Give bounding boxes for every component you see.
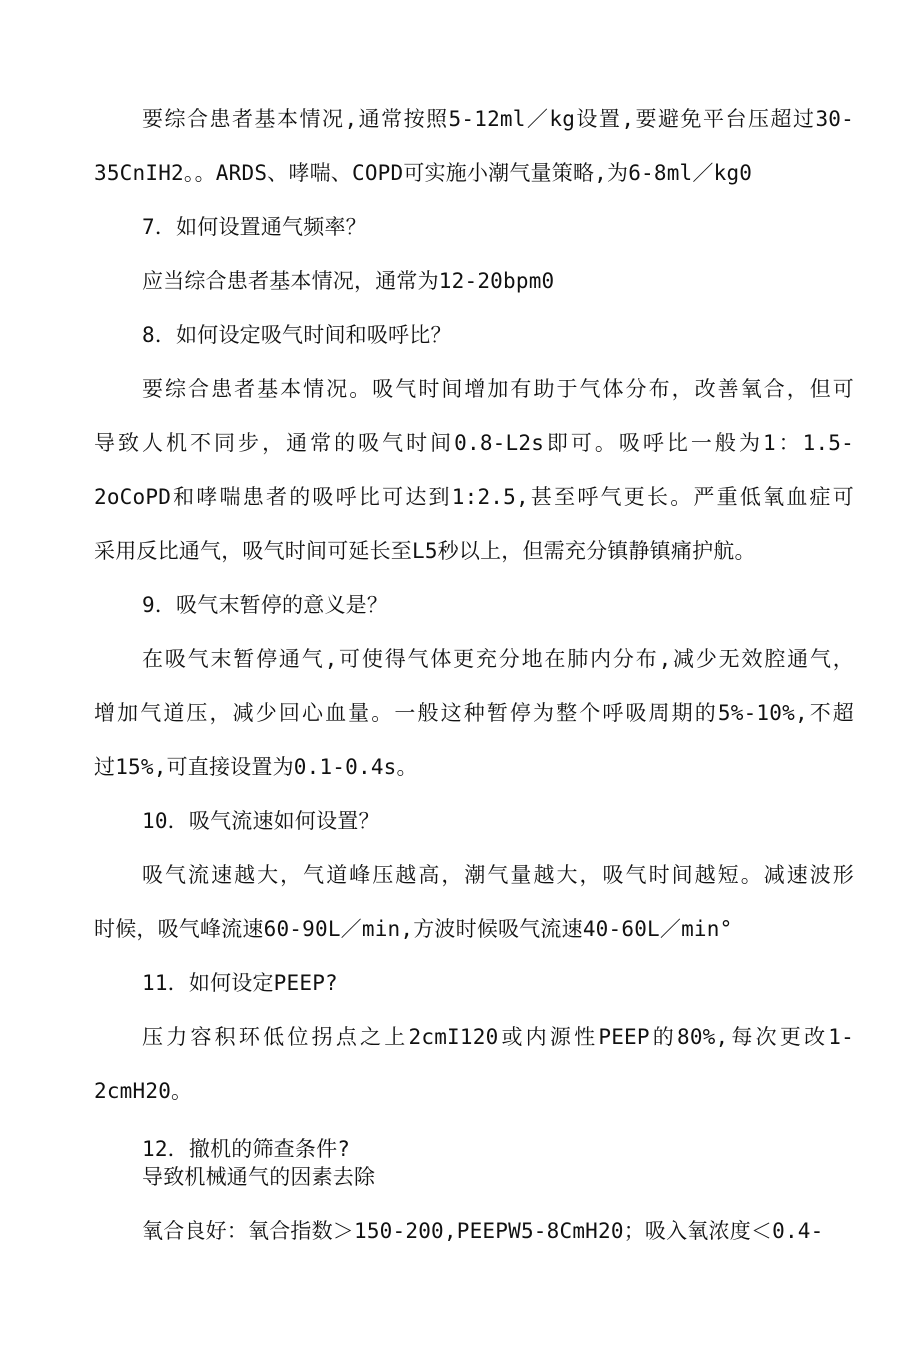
- answer-line-9-1: 在吸气末暂停通气,可使得气体更充分地在肺内分布,减少无效腔通气，: [142, 647, 854, 671]
- answer-line-8-1: 要综合患者基本情况。吸气时间增加有助于气体分布，改善氧合，但可: [142, 377, 854, 401]
- answer-line-12-1: 导致机械通气的因素去除: [142, 1165, 376, 1189]
- question-heading-8: 8．如何设定吸气时间和吸呼比？: [142, 323, 452, 347]
- answer-line-10-2: 时候，吸气峰流速60-90L／min,方波时候吸气流速40-60L／min°: [94, 917, 733, 941]
- answer-line-9-3: 过15%,可直接设置为0.1-0.4s。: [94, 755, 418, 779]
- answer-line-8-4: 采用反比通气，吸气时间可延长至L5秒以上，但需充分镇静镇痛护航。: [94, 539, 756, 563]
- question-heading-7: 7．如何设置通气频率？: [142, 215, 367, 239]
- answer-line-11-2: 2cmH20。: [94, 1079, 193, 1103]
- question-heading-11: 11．如何设定PEEP?: [142, 971, 338, 995]
- question-heading-9: 9．吸气末暂停的意义是？: [142, 593, 389, 617]
- answer-line-8-3: 2oCoPD和哮喘患者的吸呼比可达到1:2.5,甚至呼气更长。严重低氧血症可: [94, 485, 854, 509]
- answer-line-7: 应当综合患者基本情况，通常为12-20bpm0: [142, 269, 555, 293]
- paragraph-line-2: 35CnIH2。。ARDS、哮喘、COPD可实施小潮气量策略,为6-8ml／kg0: [94, 161, 753, 185]
- paragraph-line-1: 要综合患者基本情况,通常按照5-12ml／kg设置,要避免平台压超过30-: [142, 107, 854, 131]
- question-heading-12: 12．撤机的筛查条件?: [142, 1137, 351, 1161]
- answer-line-12-2: 氧合良好：氧合指数＞150-200,PEEPW5-8CmH20；吸入氧浓度＜0.4-: [142, 1219, 824, 1243]
- answer-line-9-2: 增加气道压，减少回心血量。一般这种暂停为整个呼吸周期的5%-10%,不超: [94, 701, 854, 725]
- answer-line-11-1: 压力容积环低位拐点之上2cmI120或内源性PEEP的80%,每次更改1-: [142, 1025, 854, 1049]
- answer-line-10-1: 吸气流速越大，气道峰压越高，潮气量越大，吸气时间越短。减速波形: [142, 863, 854, 887]
- answer-line-8-2: 导致人机不同步，通常的吸气时间0.8-L2s即可。吸呼比一般为1：1.5-: [94, 431, 854, 455]
- question-heading-10: 10．吸气流速如何设置？: [142, 809, 380, 833]
